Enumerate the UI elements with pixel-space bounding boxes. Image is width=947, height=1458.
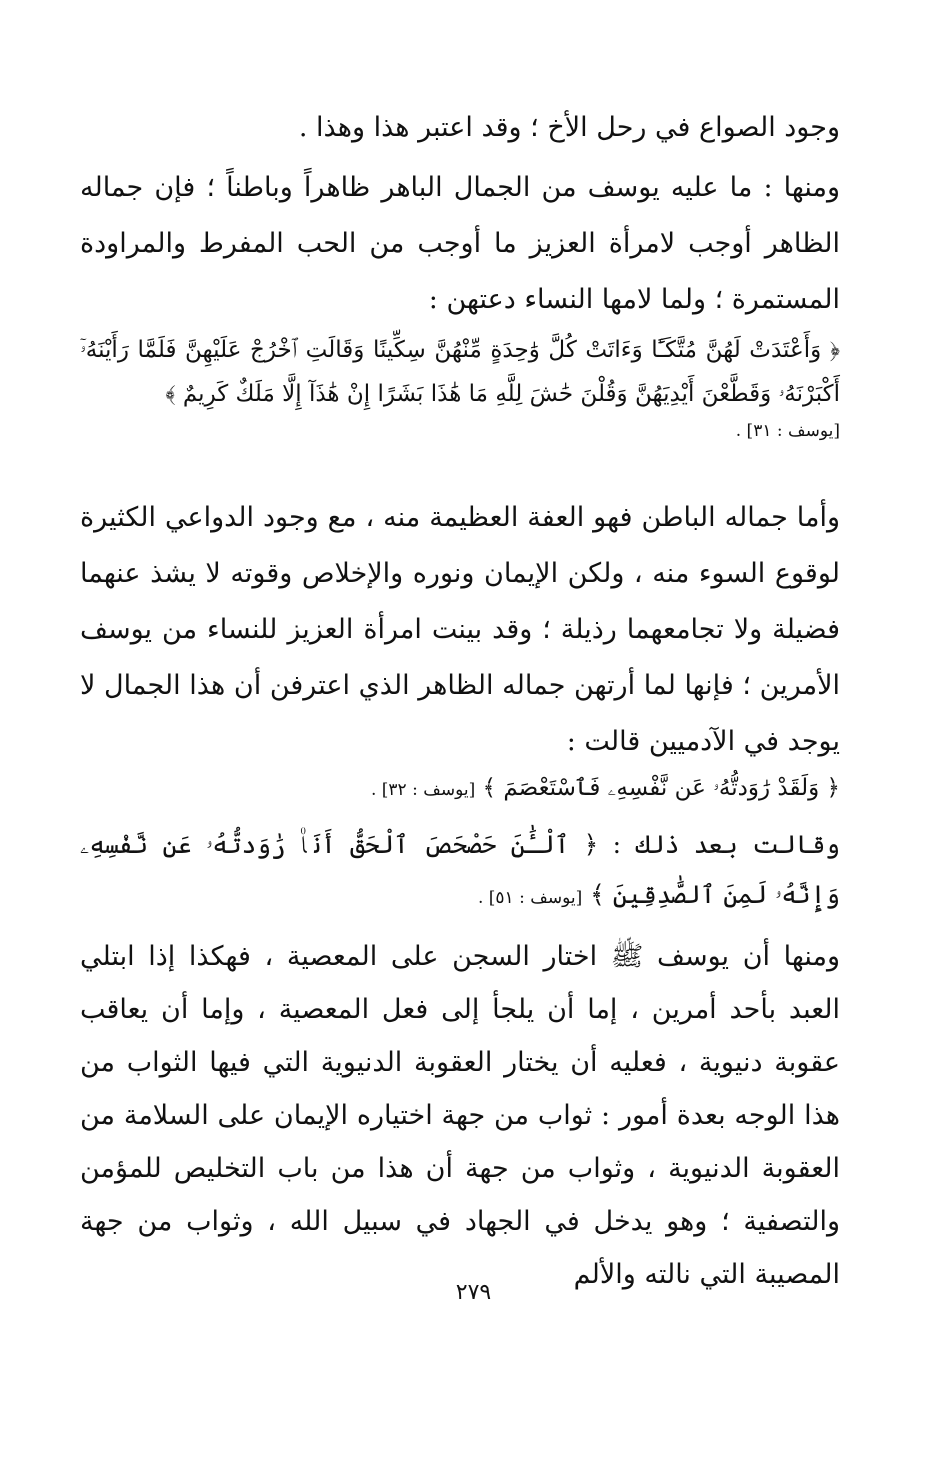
verse-2-reference: [يوسف : ٣٢] . (370, 780, 476, 800)
verse-3-text: ﴿ ٱلْـَٰٔنَ حَصْحَصَ ٱلْحَقُّ أَنَا۠ رَٰوَدتُّهُۥ عَن نَّفْسِهِۦ وَإِنَّهُۥ لَمِنَ ٱلصَّٰدِقِينَ ﴾ (80, 830, 840, 909)
page-number: ٢٧٩ (455, 1280, 492, 1305)
paragraph-1 (80, 100, 840, 156)
paragraph-2-text: ومنها : ما عليه يوسف من الجمال الباهر ظاهراً وباطناً ؛ فإن جماله الظاهر أوجب لامرأة العزيز ما أوجب من الحب المفرط والمراودة المستمرة ؛ ولما لامها النساء دعتهن : (80, 172, 840, 315)
paragraph-1-text: وجود الصواع في رحل الأخ ؛ وقد اعتبر هذا وهذا . (298, 112, 840, 143)
paragraph-5-text: ومنها أن يوسف ﷺ اختار السجن على المعصية ، فهكذا إذا ابتلي العبد بأحد أمرين ، إما أن يلجأ إلى فعل المعصية ، وإما أن يعاقب عقوبة دنيوية ، فعليه أن يختار العقوبة الدنيوية التي فيها الثواب من هذا الوجه بعدة أمور : ثواب من جهة اختياره الإيمان على السلامة من العقوبة الدنيوية ، وثواب من جهة أن هذا من باب التخليص للمؤمن والتصفية ؛ وهو يدخل في الجهاد في سبيل الله ، وثواب من جهة المصيبة التي نالته والألم (80, 941, 840, 1290)
paragraph-3 (80, 490, 840, 770)
paragraph-5 (80, 930, 840, 1301)
verse-3-reference: [يوسف : ٥١] . (477, 888, 583, 908)
paragraph-4-intro: وقالت بعد ذلك : (612, 830, 840, 859)
paragraph-3-text: وأما جماله الباطن فهو العفة العظيمة منه ، مع وجود الدواعي الكثيرة لوقوع السوء منه ، ولكن الإيمان ونوره والإخلاص وقوته لا يشذ عنهما فضيلة ولا تجامعهما رذيلة ؛ وقد بينت امرأة العزيز للنساء من يوسف الأمرين ؛ فإنها لما أرتهن جماله الظاهر الذي اعترفن أن هذا الجمال لا يوجد في الآدميين قالت : (80, 502, 840, 757)
verse-1-reference: [يوسف : ٣١] . (735, 421, 840, 441)
verse-1-text: ﴿ وَأَعْتَدَتْ لَهُنَّ مُتَّكَـًٔا وَءَاتَتْ كُلَّ وَٰحِدَةٍ مِّنْهُنَّ سِكِّينًا وَقَالَتِ ٱخْرُجْ عَلَيْهِنَّ فَلَمَّا رَأَيْنَهُۥٓ أَكْبَرْنَهُۥ وَقَطَّعْنَ أَيْدِيَهُنَّ وَقُلْنَ حَٰشَ لِلَّهِ مَا هَٰذَا بَشَرًا إِنْ هَٰذَآ إِلَّا مَلَكٌ كَرِيمٌ ﴾ (80, 337, 840, 407)
verse-2 (80, 766, 840, 812)
verse-2-text: ﴿ وَلَقَدْ رَٰوَدتُّهُۥ عَن نَّفْسِهِۦ فَٱسْتَعْصَمَ ﴾ (482, 775, 840, 801)
paragraph-4 (80, 820, 840, 923)
verse-1 (80, 328, 840, 446)
paragraph-2 (80, 160, 840, 328)
